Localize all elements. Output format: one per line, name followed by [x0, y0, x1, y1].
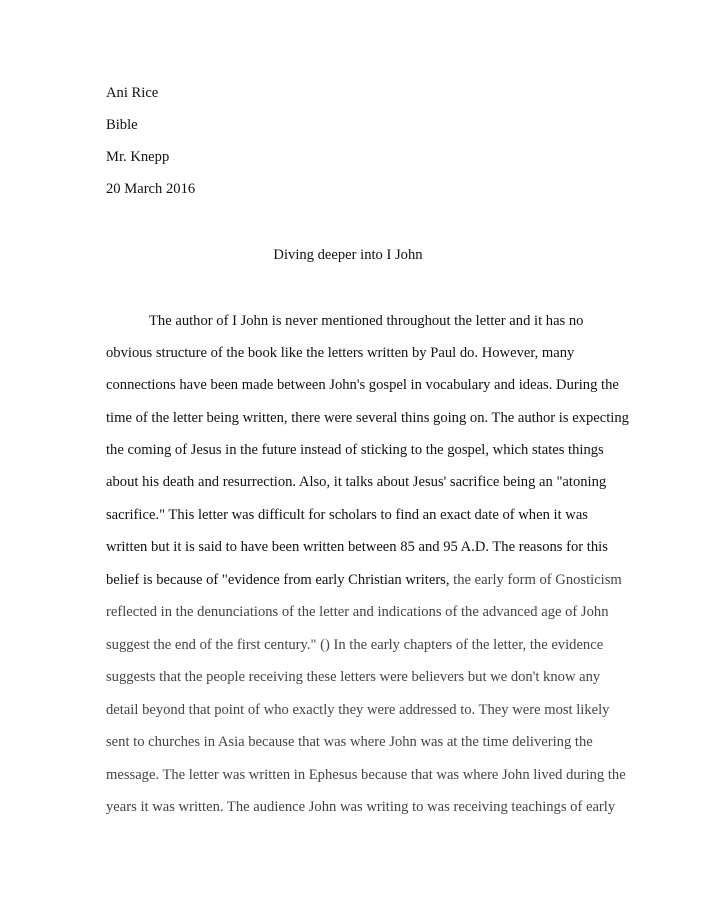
belief-line-quote: the early form of Gnosticism	[449, 572, 622, 588]
belief-line-start: belief is because of "evidence from early Christian writers,	[106, 572, 450, 588]
paragraph-line-2: obvious structure of the book like the letters written by Paul do. However, many	[106, 345, 575, 361]
paragraph-line-10: reflected in the denunciations of the letter and indications of the advanced age of John	[106, 604, 609, 620]
paragraph-line-5: the coming of Jesus in the future instead of sticking to the gospel, which states things	[106, 442, 604, 458]
paragraph-line-8: written but it is said to have been written between 85 and 95 A.D. The reasons for this	[106, 539, 608, 555]
author-name: Ani Rice	[106, 85, 159, 101]
paragraph-line-11: suggest the end of the first century." () In the early chapters of the letter, the evidence	[106, 637, 604, 653]
document-date: 20 March 2016	[106, 181, 196, 197]
paragraph-line-12: suggests that the people receiving these letters were believers but we don't know any	[106, 669, 601, 685]
teacher-name: Mr. Knepp	[106, 149, 170, 165]
document-title: Diving deeper into I John	[273, 247, 423, 263]
paragraph-line-6: about his death and resurrection. Also, it talks about Jesus' sacrifice being an "atoning	[106, 474, 607, 490]
paragraph-line-3: connections have been made between John's gospel in vocabulary and ideas. During the	[106, 377, 619, 393]
paragraph-line-1: The author of I John is never mentioned throughout the letter and it has no	[149, 313, 584, 329]
paragraph-line-9	[106, 571, 622, 589]
paragraph-line-13: detail beyond that point of who exactly they were addressed to. They were most likely	[106, 702, 610, 718]
paragraph-line-7: sacrifice." This letter was difficult for scholars to find an exact date of when it was	[106, 507, 588, 523]
paragraph-line-15: message. The letter was written in Ephesus because that was where John lived during the	[106, 767, 626, 783]
course-name: Bible	[106, 117, 138, 133]
paragraph-line-14: sent to churches in Asia because that was where John was at the time delivering the	[106, 734, 593, 750]
paragraph-line-4: time of the letter being written, there were several thins going on. The author is expecting	[106, 410, 629, 426]
paragraph-line-16: years it was written. The audience John was writing to was receiving teachings of early	[106, 799, 616, 815]
